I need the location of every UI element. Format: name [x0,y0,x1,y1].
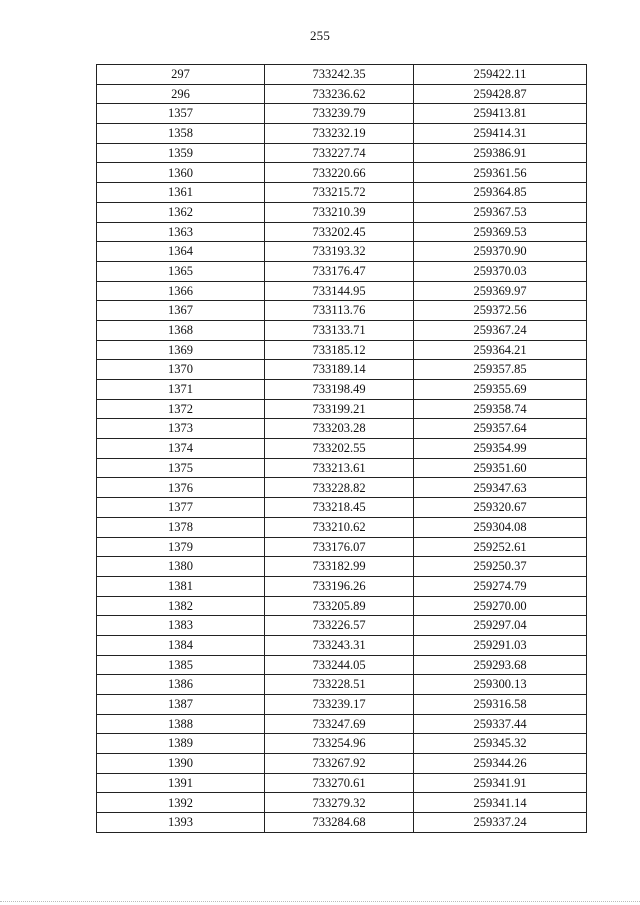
y-coordinate-cell: 259386.91 [414,143,587,163]
point-number-cell: 1380 [97,557,265,577]
point-number-cell: 1379 [97,537,265,557]
x-coordinate-cell: 733202.45 [265,222,414,242]
coordinates-table-body [97,65,587,833]
y-coordinate-cell: 259341.14 [414,793,587,813]
y-coordinate-cell: 259370.90 [414,242,587,262]
point-number-cell: 1393 [97,813,265,833]
point-number-cell: 1377 [97,498,265,518]
x-coordinate-cell: 733176.07 [265,537,414,557]
x-coordinate-cell: 733228.51 [265,675,414,695]
x-coordinate-cell: 733196.26 [265,576,414,596]
y-coordinate-cell: 259347.63 [414,478,587,498]
table-row [97,380,587,400]
point-number-cell: 1375 [97,458,265,478]
table-row [97,576,587,596]
x-coordinate-cell: 733267.92 [265,754,414,774]
point-number-cell: 1385 [97,655,265,675]
x-coordinate-cell: 733213.61 [265,458,414,478]
y-coordinate-cell: 259274.79 [414,576,587,596]
point-number-cell: 1372 [97,399,265,419]
point-number-cell: 297 [97,65,265,85]
x-coordinate-cell: 733210.39 [265,202,414,222]
table-row [97,695,587,715]
x-coordinate-cell: 733254.96 [265,734,414,754]
y-coordinate-cell: 259291.03 [414,635,587,655]
y-coordinate-cell: 259422.11 [414,65,587,85]
y-coordinate-cell: 259345.32 [414,734,587,754]
table-row [97,813,587,833]
point-number-cell: 1364 [97,242,265,262]
point-number-cell: 1362 [97,202,265,222]
table-row [97,281,587,301]
table-row [97,399,587,419]
y-coordinate-cell: 259369.97 [414,281,587,301]
table-row [97,616,587,636]
point-number-cell: 1363 [97,222,265,242]
y-coordinate-cell: 259337.44 [414,714,587,734]
x-coordinate-cell: 733243.31 [265,635,414,655]
point-number-cell: 1382 [97,596,265,616]
x-coordinate-cell: 733232.19 [265,124,414,144]
y-coordinate-cell: 259367.24 [414,320,587,340]
x-coordinate-cell: 733182.99 [265,557,414,577]
y-coordinate-cell: 259428.87 [414,84,587,104]
point-number-cell: 1361 [97,183,265,203]
x-coordinate-cell: 733247.69 [265,714,414,734]
y-coordinate-cell: 259358.74 [414,399,587,419]
y-coordinate-cell: 259270.00 [414,596,587,616]
x-coordinate-cell: 733202.55 [265,439,414,459]
y-coordinate-cell: 259252.61 [414,537,587,557]
point-number-cell: 1388 [97,714,265,734]
x-coordinate-cell: 733244.05 [265,655,414,675]
point-number-cell: 1369 [97,340,265,360]
y-coordinate-cell: 259367.53 [414,202,587,222]
y-coordinate-cell: 259351.60 [414,458,587,478]
table-row [97,478,587,498]
x-coordinate-cell: 733203.28 [265,419,414,439]
table-row [97,714,587,734]
x-coordinate-cell: 733242.35 [265,65,414,85]
x-coordinate-cell: 733239.79 [265,104,414,124]
y-coordinate-cell: 259297.04 [414,616,587,636]
table-row [97,84,587,104]
page-number: 255 [309,28,331,43]
table-row [97,65,587,85]
table-row [97,124,587,144]
table-row [97,773,587,793]
point-number-cell: 1374 [97,439,265,459]
table-row [97,537,587,557]
x-coordinate-cell: 733210.62 [265,517,414,537]
point-number-cell: 1390 [97,754,265,774]
point-number-cell: 1367 [97,301,265,321]
y-coordinate-cell: 259300.13 [414,675,587,695]
x-coordinate-cell: 733185.12 [265,340,414,360]
table-row [97,675,587,695]
y-coordinate-cell: 259320.67 [414,498,587,518]
x-coordinate-cell: 733220.66 [265,163,414,183]
table-row [97,360,587,380]
point-number-cell: 1358 [97,124,265,144]
y-coordinate-cell: 259250.37 [414,557,587,577]
footer-rule [0,901,640,902]
table-row [97,143,587,163]
table-row [97,340,587,360]
x-coordinate-cell: 733215.72 [265,183,414,203]
y-coordinate-cell: 259364.85 [414,183,587,203]
point-number-cell: 1376 [97,478,265,498]
x-coordinate-cell: 733236.62 [265,84,414,104]
x-coordinate-cell: 733218.45 [265,498,414,518]
table-row [97,498,587,518]
y-coordinate-cell: 259357.64 [414,419,587,439]
point-number-cell: 1357 [97,104,265,124]
x-coordinate-cell: 733144.95 [265,281,414,301]
table-row [97,557,587,577]
table-row [97,596,587,616]
table-row [97,242,587,262]
x-coordinate-cell: 733205.89 [265,596,414,616]
table-row [97,301,587,321]
point-number-cell: 1359 [97,143,265,163]
x-coordinate-cell: 733226.57 [265,616,414,636]
x-coordinate-cell: 733189.14 [265,360,414,380]
table-row [97,734,587,754]
table-row [97,793,587,813]
y-coordinate-cell: 259293.68 [414,655,587,675]
x-coordinate-cell: 733133.71 [265,320,414,340]
point-number-cell: 1371 [97,380,265,400]
point-number-cell: 1368 [97,320,265,340]
y-coordinate-cell: 259337.24 [414,813,587,833]
x-coordinate-cell: 733227.74 [265,143,414,163]
y-coordinate-cell: 259414.31 [414,124,587,144]
table-row [97,261,587,281]
y-coordinate-cell: 259364.21 [414,340,587,360]
table-row [97,655,587,675]
y-coordinate-cell: 259316.58 [414,695,587,715]
table-row [97,202,587,222]
table-row [97,439,587,459]
point-number-cell: 1373 [97,419,265,439]
x-coordinate-cell: 733176.47 [265,261,414,281]
y-coordinate-cell: 259355.69 [414,380,587,400]
table-row [97,183,587,203]
y-coordinate-cell: 259357.85 [414,360,587,380]
x-coordinate-cell: 733198.49 [265,380,414,400]
point-number-cell: 1389 [97,734,265,754]
x-coordinate-cell: 733279.32 [265,793,414,813]
point-number-cell: 1384 [97,635,265,655]
point-number-cell: 1391 [97,773,265,793]
y-coordinate-cell: 259344.26 [414,754,587,774]
point-number-cell: 1387 [97,695,265,715]
point-number-cell: 1383 [97,616,265,636]
point-number-cell: 1360 [97,163,265,183]
y-coordinate-cell: 259354.99 [414,439,587,459]
y-coordinate-cell: 259369.53 [414,222,587,242]
table-row [97,320,587,340]
y-coordinate-cell: 259413.81 [414,104,587,124]
x-coordinate-cell: 733270.61 [265,773,414,793]
x-coordinate-cell: 733284.68 [265,813,414,833]
table-row [97,458,587,478]
point-number-cell: 1392 [97,793,265,813]
point-number-cell: 1365 [97,261,265,281]
point-number-cell: 1381 [97,576,265,596]
y-coordinate-cell: 259370.03 [414,261,587,281]
x-coordinate-cell: 733228.82 [265,478,414,498]
x-coordinate-cell: 733113.76 [265,301,414,321]
y-coordinate-cell: 259372.56 [414,301,587,321]
table-row [97,517,587,537]
x-coordinate-cell: 733239.17 [265,695,414,715]
point-number-cell: 1386 [97,675,265,695]
table-row [97,754,587,774]
y-coordinate-cell: 259361.56 [414,163,587,183]
table-row [97,419,587,439]
table-row [97,104,587,124]
point-number-cell: 1370 [97,360,265,380]
table-row [97,222,587,242]
y-coordinate-cell: 259341.91 [414,773,587,793]
point-number-cell: 1378 [97,517,265,537]
table-row [97,163,587,183]
point-number-cell: 1366 [97,281,265,301]
x-coordinate-cell: 733193.32 [265,242,414,262]
x-coordinate-cell: 733199.21 [265,399,414,419]
y-coordinate-cell: 259304.08 [414,517,587,537]
point-number-cell: 296 [97,84,265,104]
coordinates-table [96,64,587,833]
table-row [97,635,587,655]
